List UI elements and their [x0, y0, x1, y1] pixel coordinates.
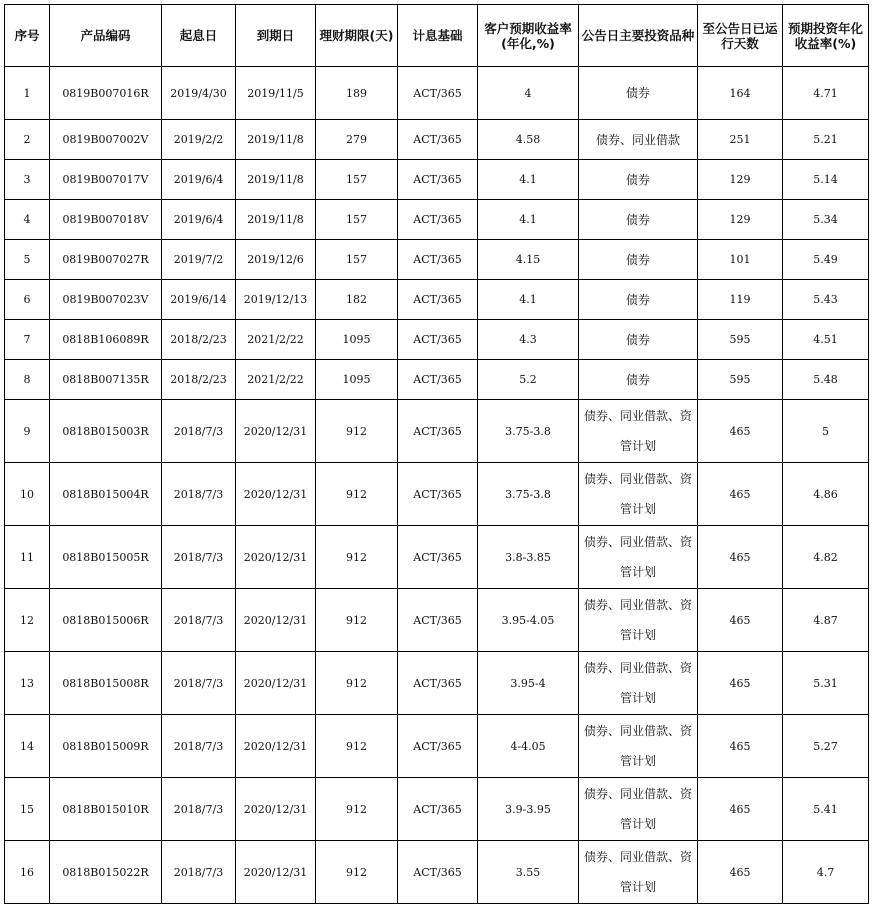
table-cell: 2020/12/31 [236, 652, 316, 715]
table-cell: 101 [698, 240, 783, 280]
table-cell: 912 [316, 400, 398, 463]
table-row [5, 652, 869, 715]
table-cell: 4.71 [783, 67, 869, 120]
table-row [5, 120, 869, 160]
table-cell: 912 [316, 652, 398, 715]
table-cell: 债券 [579, 200, 698, 240]
table-cell: 2018/7/3 [162, 589, 236, 652]
table-cell: 5.34 [783, 200, 869, 240]
table-cell: 465 [698, 400, 783, 463]
table-cell: 2019/11/8 [236, 160, 316, 200]
table-cell: 7 [5, 320, 50, 360]
table-cell: 6 [5, 280, 50, 320]
table-row [5, 240, 869, 280]
table-cell: 157 [316, 160, 398, 200]
table-cell: 3.95-4 [478, 652, 579, 715]
header-cell: 公告日主要投资品种 [579, 5, 698, 67]
table-cell: 2020/12/31 [236, 526, 316, 589]
table-cell: ACT/365 [398, 463, 478, 526]
table-cell: 2018/7/3 [162, 652, 236, 715]
table-cell: 债券、同业借款、资管计划 [579, 778, 698, 841]
table-cell: 157 [316, 240, 398, 280]
table-cell: 3.9-3.95 [478, 778, 579, 841]
table-cell: 5.27 [783, 715, 869, 778]
table-cell: 0818B015006R [50, 589, 162, 652]
table-cell: 251 [698, 120, 783, 160]
header-cell: 计息基础 [398, 5, 478, 67]
table-cell: 2019/12/13 [236, 280, 316, 320]
header-cell: 到期日 [236, 5, 316, 67]
table-cell: 2018/7/3 [162, 778, 236, 841]
table-cell: 2018/7/3 [162, 463, 236, 526]
table-cell: 465 [698, 463, 783, 526]
table-cell: 5 [5, 240, 50, 280]
table-cell: 912 [316, 841, 398, 904]
table-cell: 2019/11/5 [236, 67, 316, 120]
table-cell: 2019/11/8 [236, 120, 316, 160]
header-cell: 序号 [5, 5, 50, 67]
table-cell: 0819B007017V [50, 160, 162, 200]
table-cell: 0818B015005R [50, 526, 162, 589]
table-cell: 4.87 [783, 589, 869, 652]
table-cell: ACT/365 [398, 240, 478, 280]
table-cell: 0818B015022R [50, 841, 162, 904]
table-cell: 债券、同业借款 [579, 120, 698, 160]
table-cell: ACT/365 [398, 67, 478, 120]
table-cell: 5.43 [783, 280, 869, 320]
table-cell: 4.3 [478, 320, 579, 360]
table-row [5, 67, 869, 120]
table-cell: 4.15 [478, 240, 579, 280]
table-cell: 8 [5, 360, 50, 400]
table-row [5, 715, 869, 778]
table-cell: 10 [5, 463, 50, 526]
table-cell: 2020/12/31 [236, 463, 316, 526]
table-cell: 债券、同业借款、资管计划 [579, 463, 698, 526]
table-cell: 4.7 [783, 841, 869, 904]
table-cell: 3.8-3.85 [478, 526, 579, 589]
table-cell: 4.1 [478, 200, 579, 240]
table-cell: 3.95-4.05 [478, 589, 579, 652]
table-cell: 2019/6/4 [162, 160, 236, 200]
table-cell: 3 [5, 160, 50, 200]
table-cell: 2019/4/30 [162, 67, 236, 120]
table-cell: 2020/12/31 [236, 841, 316, 904]
table-cell: 债券 [579, 360, 698, 400]
table-cell: 4.51 [783, 320, 869, 360]
table-row [5, 200, 869, 240]
table-cell: 912 [316, 526, 398, 589]
table-row [5, 778, 869, 841]
table-cell: 2 [5, 120, 50, 160]
table-cell: 4.82 [783, 526, 869, 589]
product-table [4, 4, 869, 904]
table-cell: 3.55 [478, 841, 579, 904]
table-cell: ACT/365 [398, 200, 478, 240]
table-cell: 2019/11/8 [236, 200, 316, 240]
table-row [5, 589, 869, 652]
table-cell: 0819B007018V [50, 200, 162, 240]
table-row [5, 160, 869, 200]
table-cell: 2020/12/31 [236, 778, 316, 841]
table-cell: 2019/2/2 [162, 120, 236, 160]
table-cell: 5.14 [783, 160, 869, 200]
table-cell: ACT/365 [398, 360, 478, 400]
table-cell: 债券、同业借款、资管计划 [579, 715, 698, 778]
table-header-row [5, 5, 869, 67]
table-cell: 3.75-3.8 [478, 463, 579, 526]
table-row [5, 526, 869, 589]
table-cell: ACT/365 [398, 526, 478, 589]
table-cell: 129 [698, 160, 783, 200]
table-cell: 2019/7/2 [162, 240, 236, 280]
table-cell: ACT/365 [398, 320, 478, 360]
table-cell: 157 [316, 200, 398, 240]
header-cell: 理财期限(天) [316, 5, 398, 67]
table-cell: 465 [698, 589, 783, 652]
table-cell: 0818B015008R [50, 652, 162, 715]
table-cell: 465 [698, 526, 783, 589]
table-cell: 465 [698, 652, 783, 715]
table-cell: 0818B007135R [50, 360, 162, 400]
table-cell: 债券 [579, 320, 698, 360]
table-cell: ACT/365 [398, 280, 478, 320]
table-cell: 5.48 [783, 360, 869, 400]
table-cell: 0818B106089R [50, 320, 162, 360]
table-cell: 9 [5, 400, 50, 463]
table-cell: 4 [478, 67, 579, 120]
table-cell: 4.1 [478, 160, 579, 200]
table-cell: 债券、同业借款、资管计划 [579, 652, 698, 715]
table-cell: 15 [5, 778, 50, 841]
table-row [5, 463, 869, 526]
table-cell: 债券、同业借款、资管计划 [579, 526, 698, 589]
table-cell: 279 [316, 120, 398, 160]
table-cell: 2019/12/6 [236, 240, 316, 280]
table-cell: 3.75-3.8 [478, 400, 579, 463]
table-cell: 0818B015010R [50, 778, 162, 841]
table-cell: 0819B007016R [50, 67, 162, 120]
table-cell: ACT/365 [398, 652, 478, 715]
table-cell: ACT/365 [398, 400, 478, 463]
table-cell: 2019/6/4 [162, 200, 236, 240]
table-cell: ACT/365 [398, 841, 478, 904]
header-cell: 起息日 [162, 5, 236, 67]
table-cell: 465 [698, 778, 783, 841]
table-cell: 912 [316, 715, 398, 778]
table-cell: 5.2 [478, 360, 579, 400]
table-cell: 债券 [579, 240, 698, 280]
table-cell: 4.58 [478, 120, 579, 160]
table-cell: 2018/2/23 [162, 360, 236, 400]
table-cell: 2018/7/3 [162, 400, 236, 463]
table-cell: 2021/2/22 [236, 360, 316, 400]
table-cell: 595 [698, 360, 783, 400]
header-cell: 产品编码 [50, 5, 162, 67]
table-cell: 2021/2/22 [236, 320, 316, 360]
table-cell: 182 [316, 280, 398, 320]
table-cell: 债券、同业借款、资管计划 [579, 400, 698, 463]
table-cell: 595 [698, 320, 783, 360]
table-cell: 债券 [579, 67, 698, 120]
table-cell: 465 [698, 715, 783, 778]
table-cell: 1 [5, 67, 50, 120]
header-cell: 至公告日已运行天数 [698, 5, 783, 67]
table-cell: 2019/6/14 [162, 280, 236, 320]
table-cell: 912 [316, 463, 398, 526]
table-cell: 0818B015003R [50, 400, 162, 463]
table-cell: 5.31 [783, 652, 869, 715]
table-cell: 119 [698, 280, 783, 320]
table-cell: 2018/7/3 [162, 526, 236, 589]
table-cell: 912 [316, 589, 398, 652]
table-row [5, 360, 869, 400]
table-cell: 4.86 [783, 463, 869, 526]
table-cell: 4-4.05 [478, 715, 579, 778]
table-cell: 189 [316, 67, 398, 120]
table-cell: 2020/12/31 [236, 715, 316, 778]
table-cell: 债券、同业借款、资管计划 [579, 841, 698, 904]
table-cell: 465 [698, 841, 783, 904]
table-cell: 债券 [579, 160, 698, 200]
table-cell: 12 [5, 589, 50, 652]
table-row [5, 841, 869, 904]
table-cell: ACT/365 [398, 589, 478, 652]
table-cell: 2020/12/31 [236, 400, 316, 463]
table-cell: ACT/365 [398, 778, 478, 841]
table-cell: 5 [783, 400, 869, 463]
table-cell: 债券、同业借款、资管计划 [579, 589, 698, 652]
table-cell: 2018/2/23 [162, 320, 236, 360]
table-cell: 0819B007002V [50, 120, 162, 160]
table-cell: 4.1 [478, 280, 579, 320]
table-cell: 债券 [579, 280, 698, 320]
table-cell: 0819B007027R [50, 240, 162, 280]
table-cell: ACT/365 [398, 160, 478, 200]
table-cell: 5.49 [783, 240, 869, 280]
table-row [5, 320, 869, 360]
table-cell: 2018/7/3 [162, 715, 236, 778]
table-cell: 5.21 [783, 120, 869, 160]
table-cell: 2020/12/31 [236, 589, 316, 652]
table-cell: 1095 [316, 360, 398, 400]
table-cell: 1095 [316, 320, 398, 360]
table-cell: 164 [698, 67, 783, 120]
table-cell: 11 [5, 526, 50, 589]
table-cell: 0819B007023V [50, 280, 162, 320]
table-cell: 14 [5, 715, 50, 778]
table-cell: 0818B015004R [50, 463, 162, 526]
table-cell: 16 [5, 841, 50, 904]
table-cell: 912 [316, 778, 398, 841]
table-row [5, 400, 869, 463]
table-cell: 5.41 [783, 778, 869, 841]
table-row [5, 280, 869, 320]
table-cell: 0818B015009R [50, 715, 162, 778]
header-cell: 预期投资年化收益率(%) [783, 5, 869, 67]
table-cell: 129 [698, 200, 783, 240]
table-cell: 13 [5, 652, 50, 715]
table-cell: 4 [5, 200, 50, 240]
table-cell: ACT/365 [398, 715, 478, 778]
table-cell: ACT/365 [398, 120, 478, 160]
header-cell: 客户预期收益率(年化,%) [478, 5, 579, 67]
table-cell: 2018/7/3 [162, 841, 236, 904]
